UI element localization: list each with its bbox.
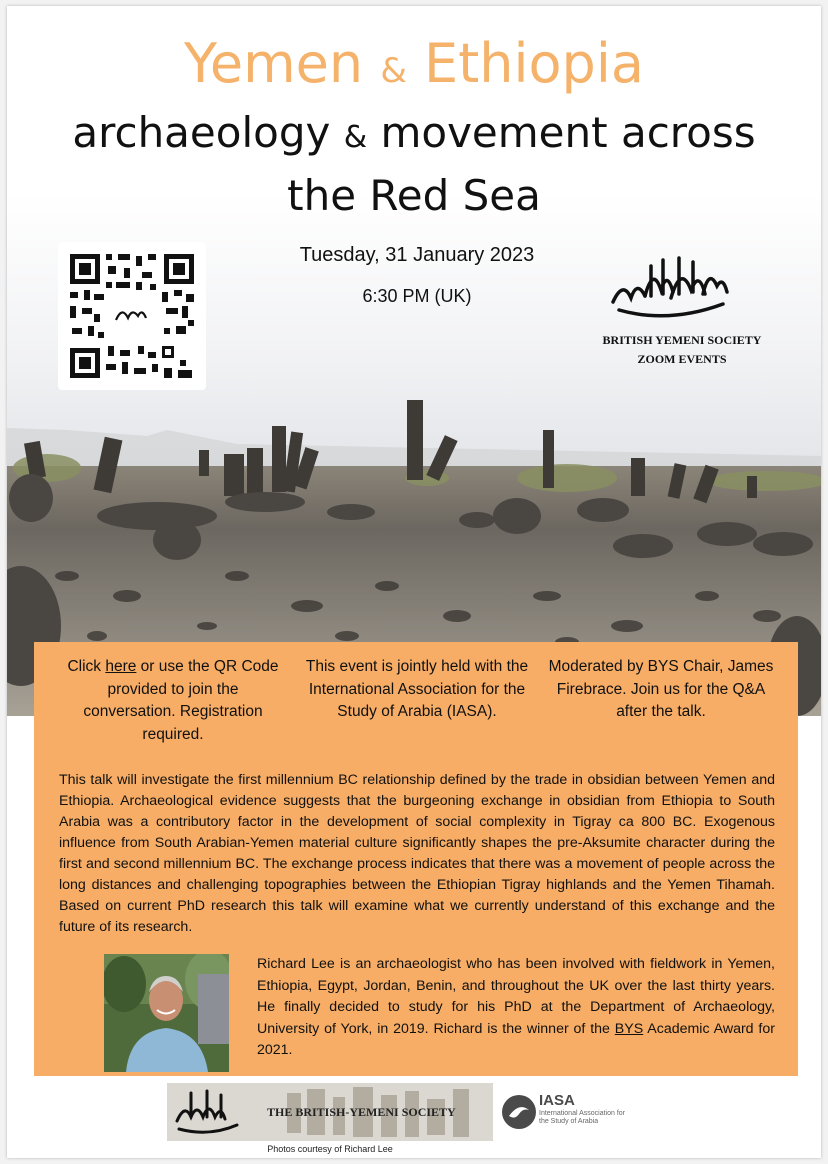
registration-link[interactable]: here (105, 658, 137, 675)
speaker-photo (104, 954, 229, 1072)
title-red-sea: the Red Sea (287, 171, 541, 220)
title-yemen: Yemen (184, 32, 364, 95)
moderator-info: Moderated by BYS Chair, James Firebrace. Join us for the Q&A after the talk. (548, 658, 774, 720)
qr-code[interactable] (58, 242, 206, 390)
footer-society-name: THE BRITISH-YEMENI SOCIETY (267, 1105, 456, 1119)
organiser-label (567, 331, 797, 369)
title-ampersand-2: & (343, 120, 368, 155)
speaker-bio-text: Richard Lee is an archaeologist who has been involved with fieldwork in Yemen, Ethiopia, Egypt, Jordan, Benin, and throughout the UK over the last thirty years. He finally decided to study for his PhD at the Department of Archaeology, University of York, in 2019. Richard is the winner of the (257, 956, 775, 1037)
info-panel (34, 642, 798, 1076)
iasa-name: IASA (539, 1092, 575, 1109)
title-ampersand-1: & (380, 51, 407, 91)
bys-calligraphy-logo (605, 250, 735, 324)
poster-title-line2 (7, 104, 821, 225)
qr-code-graphic (58, 242, 206, 390)
iasa-full-name: International Association for the Study of Arabia (539, 1110, 625, 1125)
join-info (60, 656, 286, 746)
talk-description: This talk will investigate the first millennium BC relationship defined by the trade in obsidian between Yemen and Ethiopia. Archaeological evidence suggests that the burgeoning exchange in obsidian from Ethiopia to South Arabia was a contributory factor in the development of social complexity in Tigray ca 800 BC. Exogenous influence from South Arabian-Yemen material culture significantly shapes the pre-Aksumite character during the first and second millennium BC. The exchange process indicates that there was a movement of people across the long distances and challenging topographies between the Ethiopian Tigray highlands and the Yemen Tihamah. Based on current PhD research this talk will examine what we currently understand of this exchange and the future of its research. (59, 772, 775, 935)
photo-credit: Photos courtesy of Richard Lee (267, 1144, 393, 1154)
bys-link[interactable]: BYS (614, 1020, 644, 1037)
title-movement: movement across (380, 108, 756, 157)
title-archaeology: archaeology (72, 108, 331, 157)
join-text-start: Click (67, 658, 106, 675)
title-ethiopia: Ethiopia (424, 32, 644, 95)
iasa-emblem-icon (501, 1094, 537, 1130)
event-time: 6:30 PM (UK) (362, 286, 472, 306)
join-text-end: or use the QR Code provided to join the conversation. Registration required. (83, 658, 279, 743)
event-poster (7, 6, 821, 1158)
event-date: Tuesday, 31 January 2023 (299, 244, 535, 266)
speaker-bio (257, 954, 775, 1062)
organiser-name: BRITISH YEMENI SOCIETY (602, 333, 762, 347)
iasa-logo (501, 1088, 631, 1136)
bys-footer-banner (167, 1083, 493, 1141)
poster-title-line1 (7, 32, 821, 95)
organiser-subtitle: ZOOM EVENTS (637, 352, 727, 366)
partnership-info: This event is jointly held with the International Association for the Study of Arabia (IASA). (305, 658, 529, 720)
speaker-bio-end: Academic Award for 2021. (257, 1020, 775, 1058)
